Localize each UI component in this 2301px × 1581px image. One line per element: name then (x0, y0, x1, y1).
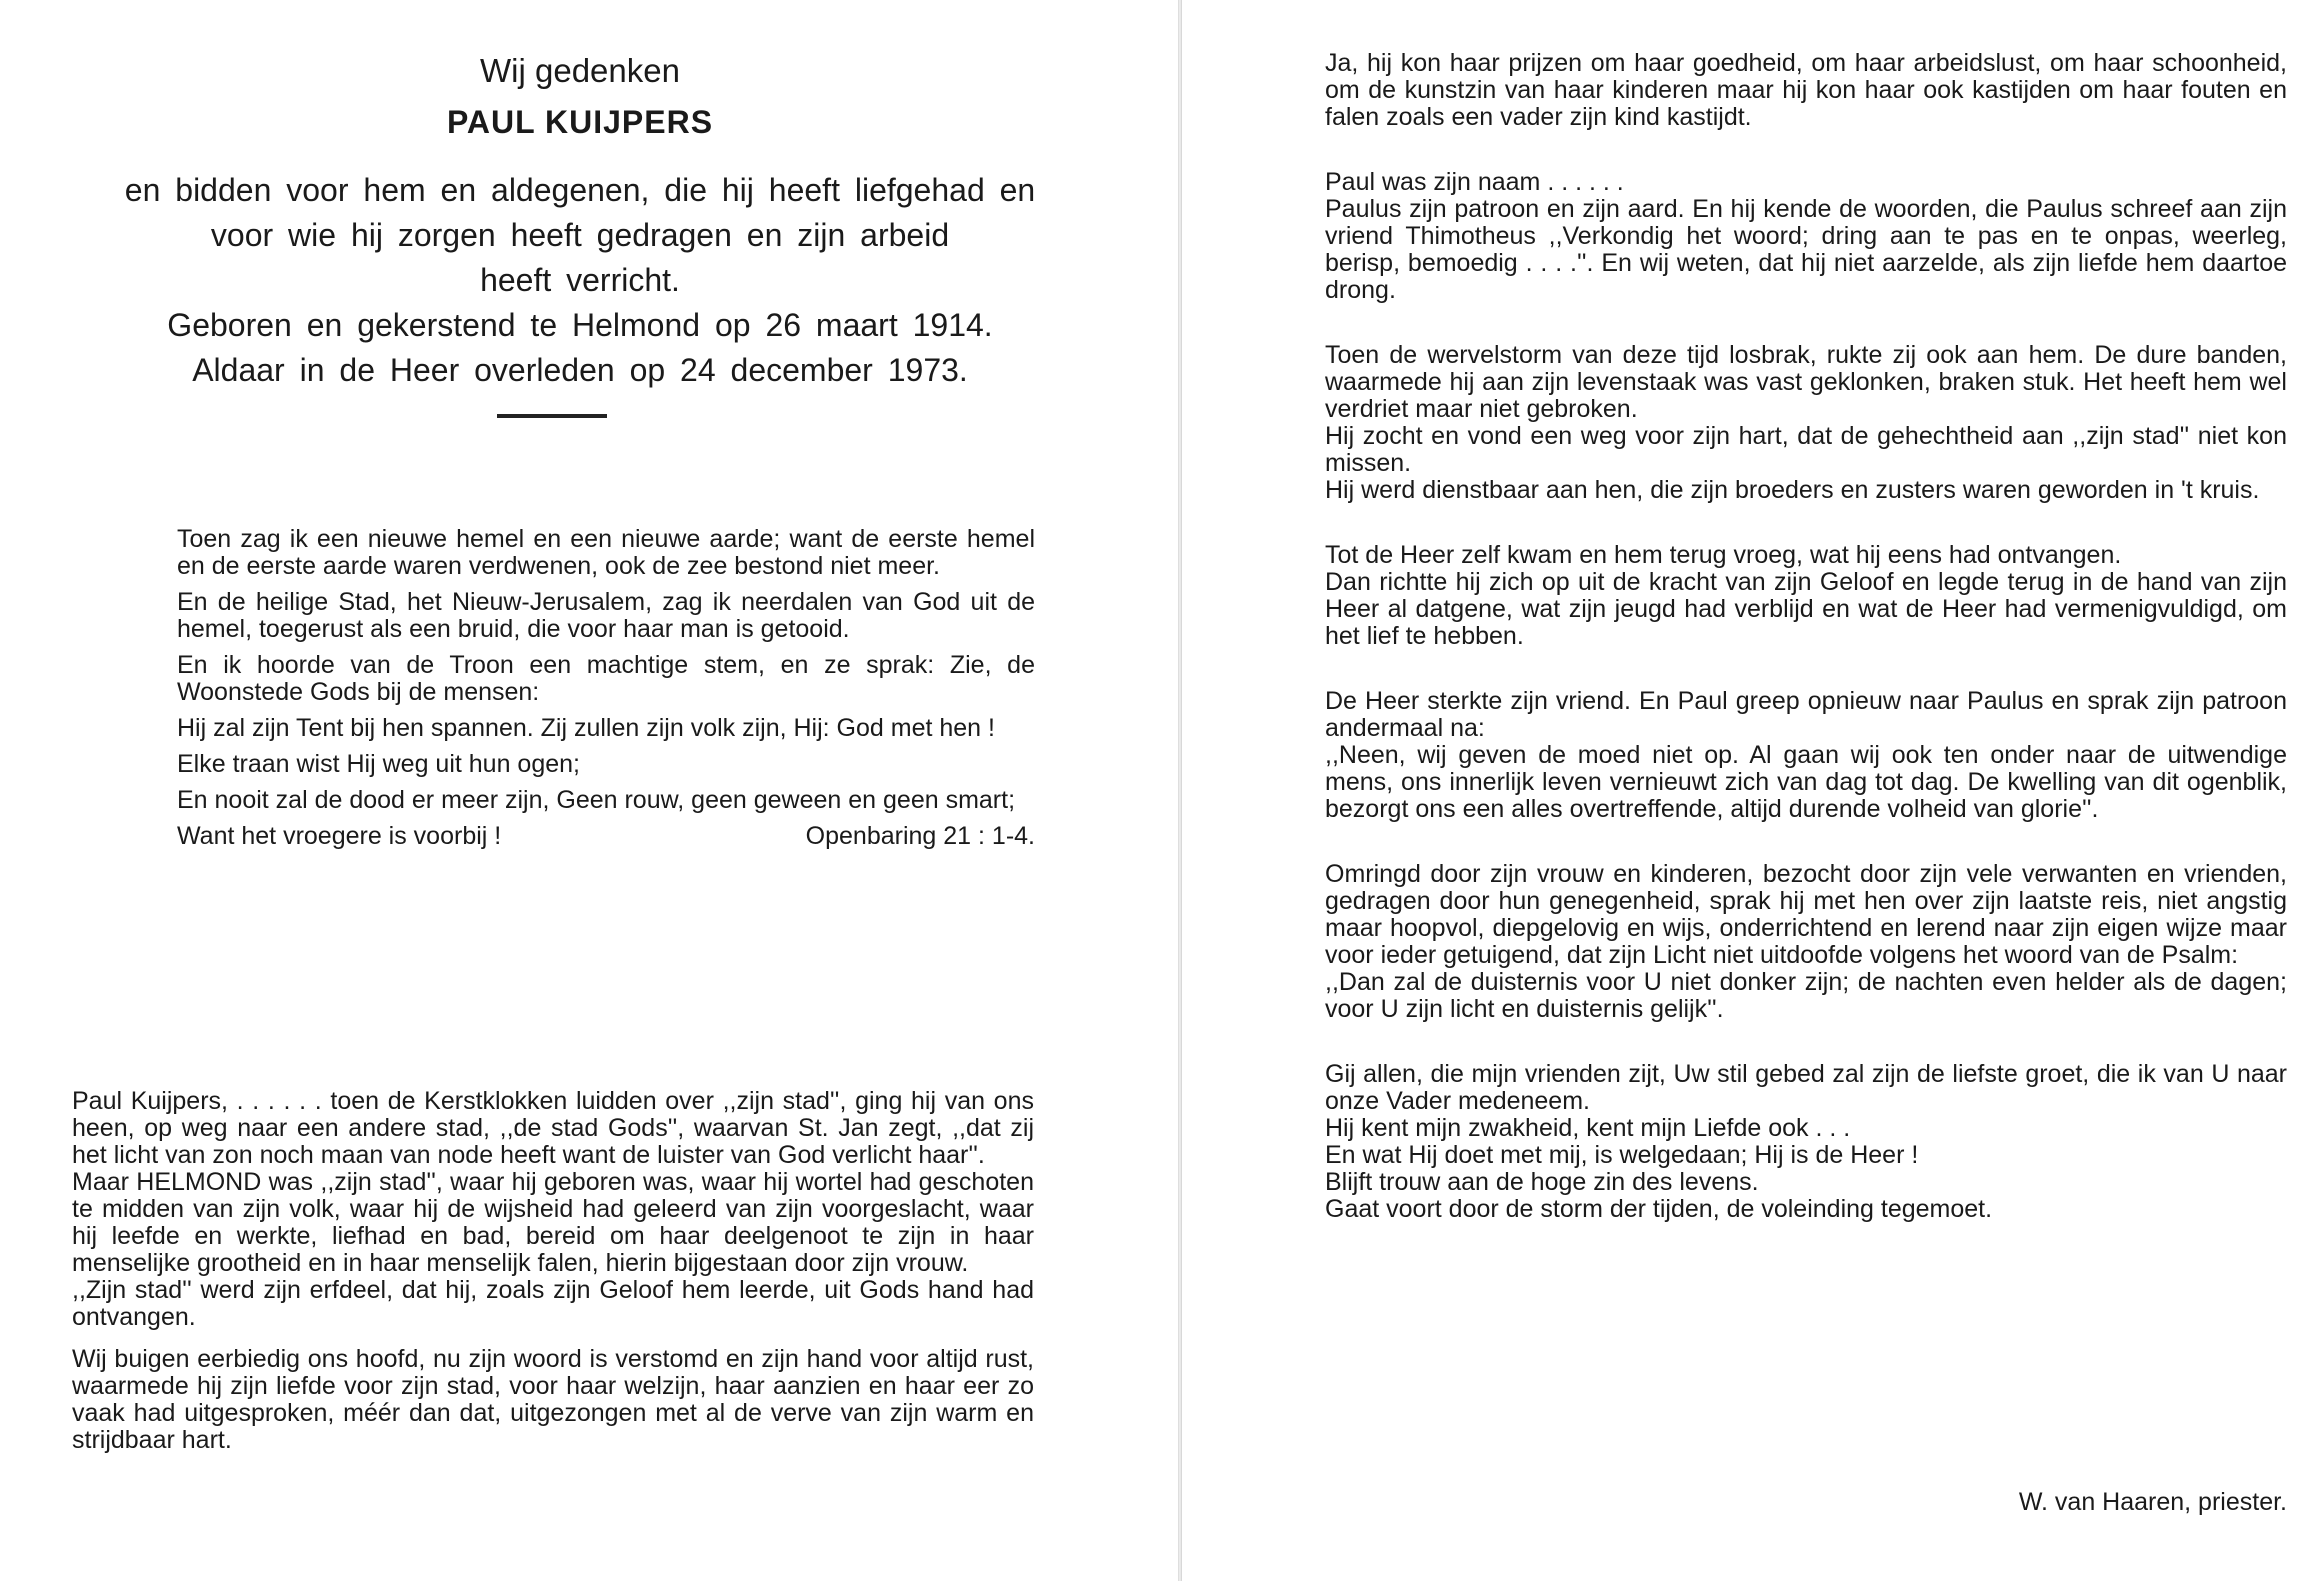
body-paragraph (1325, 342, 2287, 504)
body-line: Hij werd dienstbaar aan hen, die zijn broeders en zusters waren geworden in 't kruis. (1325, 476, 2260, 504)
body-line: Paulus zijn patroon en zijn aard. En hij kende de woorden, die Paulus schreef aan zijn vriend Thimotheus ,,Verkondig het woord; dring aan te pas en te onpas, weerleg, berisp, bemoedig . . . .''. En wij weten, dat hij niet aarzelde, als zijn liefde hem daartoe drong. (1325, 195, 2287, 304)
body-line: Ja, hij kon haar prijzen om haar goedheid, om haar arbeidslust, om haar schoonheid, om de kunstzin van haar kinderen maar hij kon haar ook kastijden om haar fouten en falen zoals een vader zijn kind kastijdt. (1325, 49, 2287, 131)
body-line: Omringd door zijn vrouw en kinderen, bezocht door zijn vele verwanten en vrienden, gedragen door hun genegenheid, sprak hij met hen over zijn laatste reis, niet angstig maar hoopvol, diepgelovig en wijs, onderrichtend en lerend naar zijn eigen wijze maar voor ieder getuigend, dat zijn Licht niet uitdoofde volgens het woord van de Psalm: (1325, 860, 2287, 969)
body-paragraph: Maar HELMOND was ,,zijn stad'', waar hij geboren was, waar hij wortel had geschoten te midden van zijn volk, waar hij de wijsheid had geleerd van zijn voorgeslacht, waar hij leefde en werkte, liefhad en bad, bereid om haar deelgenoot te zijn in haar menselijke grootheid en in haar menselijk falen, hierin bijgestaan door zijn vrouw. (72, 1168, 1034, 1277)
body-line: Hij zocht en vond een weg voor zijn hart, dat de gehechtheid aan ,,zijn stad'' niet kon missen. (1325, 422, 2287, 477)
memorial-heading: Wij gedenken (480, 52, 680, 89)
body-paragraph (1325, 1061, 2287, 1223)
body-line: De Heer sterkte zijn vriend. En Paul greep opnieuw naar Paulus en sprak zijn patroon andermaal na: (1325, 687, 2287, 742)
deceased-name: PAUL KUIJPERS (446, 104, 714, 140)
intro-line: heeft verricht. (480, 262, 680, 298)
body-line: Hij kent mijn zwakheid, kent mijn Liefde ook . . . (1325, 1114, 1851, 1142)
body-line: Tot de Heer zelf kwam en hem terug vroeg, wat hij eens had ontvangen. (1325, 541, 2122, 569)
body-line: Paul was zijn naam . . . . . . (1325, 168, 1624, 196)
body-paragraph (1325, 50, 2287, 131)
verse-stanza: En de heilige Stad, het Nieuw-Jerusalem, zag ik neerdalen van God uit de hemel, toegerust als een bruid, die voor haar man is getooid. (177, 588, 1035, 643)
intro-line: voor wie hij zorgen heeft gedragen en zijn arbeid (210, 217, 950, 253)
body-line: Toen de wervelstorm van deze tijd losbrak, rukte zij ook aan hem. De dure banden, waarmede hij aan zijn levenstaak was vast geklonken, braken stuk. Het heeft hem wel verdriet maar niet gebroken. (1325, 341, 2287, 423)
body-line: Gaat voort door de storm der tijden, de voleinding tegemoet. (1325, 1195, 1993, 1223)
verse-stanza: En nooit zal de dood er meer zijn, Geen rouw, geen geween en geen smart; (177, 786, 1016, 814)
verse-last-line: Want het vroegere is voorbij ! (177, 822, 502, 850)
verse-stanza: Hij zal zijn Tent bij hen spannen. Zij zullen zijn volk zijn, Hij: God met hen ! (177, 714, 995, 742)
body-paragraph: ,,Zijn stad'' werd zijn erfdeel, dat hij, zoals zijn Geloof hem leerde, uit Gods hand had ontvangen. (72, 1276, 1034, 1331)
death-line: Aldaar in de Heer overleden op 24 december 1973. (192, 352, 968, 388)
body-line: ,,Neen, wij geven de moed niet op. Al gaan wij ook ten onder naar de uitwendige mens, ons innerlijk leven vernieuwt zich van dag tot dag. De kwelling van dit ogenblik, bezorgt ons een alles overtreffende, altijd durende volheid van glorie''. (1325, 741, 2287, 823)
body-paragraph (1325, 861, 2287, 1023)
body-paragraph (1325, 542, 2287, 650)
divider-rule (497, 414, 607, 418)
birth-line: Geboren en gekerstend te Helmond op 26 maart 1914. (167, 307, 993, 343)
verse-stanza: En ik hoorde van de Troon een machtige stem, en ze sprak: Zie, de Woonstede Gods bij de mensen: (177, 651, 1035, 706)
body-line: Gij allen, die mijn vrienden zijt, Uw stil gebed zal zijn de liefste groet, die ik van U naar onze Vader medeneem. (1325, 1060, 2287, 1115)
verse-stanza: Toen zag ik een nieuwe hemel en een nieuwe aarde; want de eerste hemel en de eerste aarde waren verdwenen, ook de zee bestond niet meer. (177, 525, 1035, 580)
left-body-text (72, 1088, 1034, 1454)
verse-stanza: Elke traan wist Hij weg uit hun ogen; (177, 750, 580, 778)
body-line: Blijft trouw aan de hoge zin des levens. (1325, 1168, 1759, 1196)
intro-text (60, 168, 1100, 393)
intro-line: en bidden voor hem en aldegenen, die hij heeft liefgehad en (124, 172, 1036, 208)
scripture-reference: Openbaring 21 : 1-4. (805, 822, 1035, 850)
body-paragraph (1325, 688, 2287, 823)
body-paragraph (1325, 169, 2287, 304)
right-body-text (1325, 50, 2287, 1261)
body-paragraph: Paul Kuijpers, . . . . . . toen de Kerstklokken luidden over ,,zijn stad'', ging hij van ons heen, op weg naar een andere stad, ,,de stad Gods'', waarvan St. Jan zegt, ,,dat zij het licht van zon noch maan van node heeft want de luister van God verlicht haar''. (72, 1087, 1034, 1169)
body-line: En wat Hij doet met mij, is welgedaan; Hij is de Heer ! (1325, 1141, 1919, 1169)
signature: W. van Haaren, priester. (2018, 1488, 2287, 1516)
body-paragraph: Wij buigen eerbiedig ons hoofd, nu zijn woord is verstomd en zijn hand voor altijd rust, waarmede hij zijn liefde voor zijn stad, voor haar welzijn, haar aanzien en haar eer zo vaak had uitgesproken, méér dan dat, uitgezongen met al de verve van zijn warm en strijdbaar hart. (72, 1345, 1034, 1454)
body-line: Dan richtte hij zich op uit de kracht van zijn Geloof en legde terug in de hand van zijn Heer al datgene, wat zijn jeugd had verblijd en wat de Heer had vermenigvuldigd, om het lief te hebben. (1325, 568, 2287, 650)
body-line: ,,Dan zal de duisternis voor U niet donker zijn; de nachten even helder als de dagen; voor U zijn licht en duisternis gelijk''. (1325, 968, 2287, 1023)
scripture-quote (177, 526, 1035, 850)
verse-last-row (177, 823, 1035, 850)
